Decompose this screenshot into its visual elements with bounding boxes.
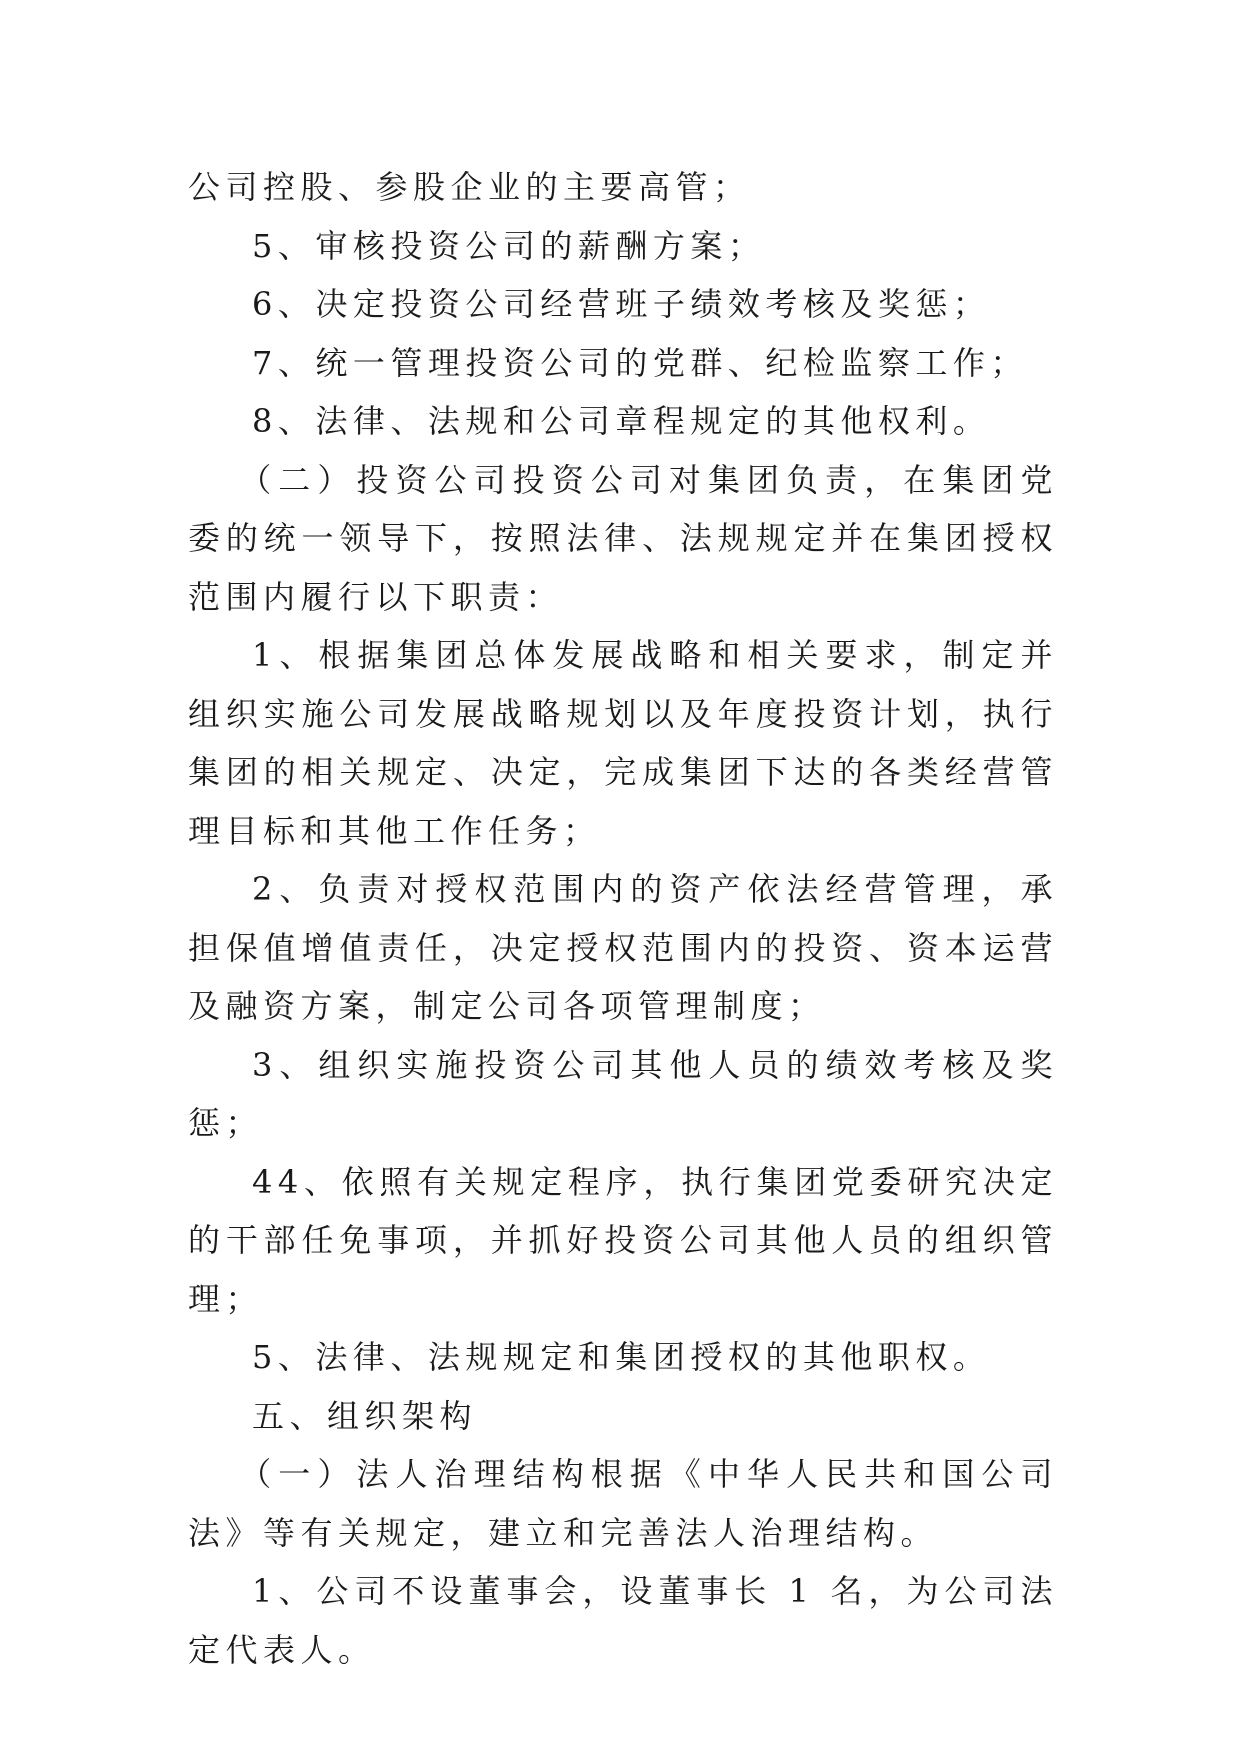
paragraph-duty-5: 5、法律、法规规定和集团授权的其他职权。 bbox=[252, 1338, 991, 1376]
heading-organization-structure: 五、组织架构 bbox=[252, 1396, 478, 1435]
paragraph-duty-1: 1、根据集团总体发展战略和相关要求，制定并组织实施公司发展战略规划以及年度投资计划，执行集团的相关规定、决定，完成集团下达的各类经营管理目标和其他工作任务； bbox=[188, 636, 1058, 850]
document-body bbox=[188, 158, 1058, 1679]
paragraph-item-8: 8、法律、法规和公司章程规定的其他权利。 bbox=[252, 402, 991, 440]
paragraph-continuation: 公司控股、参股企业的主要高管； bbox=[188, 168, 751, 206]
paragraph-governance-structure: （一）法人治理结构根据《中华人民共和国公司法》等有关规定，建立和完善法人治理结构。 bbox=[188, 1455, 1058, 1552]
paragraph-section-2: （二）投资公司投资公司对集团负责，在集团党委的统一领导下，按照法律、法规规定并在集团授权范围内履行以下职责： bbox=[188, 460, 1058, 616]
paragraph-duty-2: 2、负责对授权范围内的资产依法经营管理，承担保值增值责任，决定授权范围内的投资、资本运营及融资方案，制定公司各项管理制度； bbox=[188, 870, 1058, 1025]
paragraph-duty-4: 44、依照有关规定程序，执行集团党委研究决定的干部任免事项，并抓好投资公司其他人员的组织管理； bbox=[188, 1162, 1058, 1318]
paragraph-item-7: 7、统一管理投资公司的党群、纪检监察工作； bbox=[252, 343, 1028, 382]
paragraph-item-6: 6、决定投资公司经营班子绩效考核及奖惩； bbox=[252, 285, 991, 323]
paragraph-duty-3: 3、组织实施投资公司其他人员的绩效考核及奖惩； bbox=[188, 1045, 1058, 1142]
paragraph-governance-item-1: 1、公司不设董事会，设董事长 1 名，为公司法定代表人。 bbox=[188, 1572, 1058, 1669]
paragraph-item-5: 5、审核投资公司的薪酬方案； bbox=[252, 226, 766, 265]
